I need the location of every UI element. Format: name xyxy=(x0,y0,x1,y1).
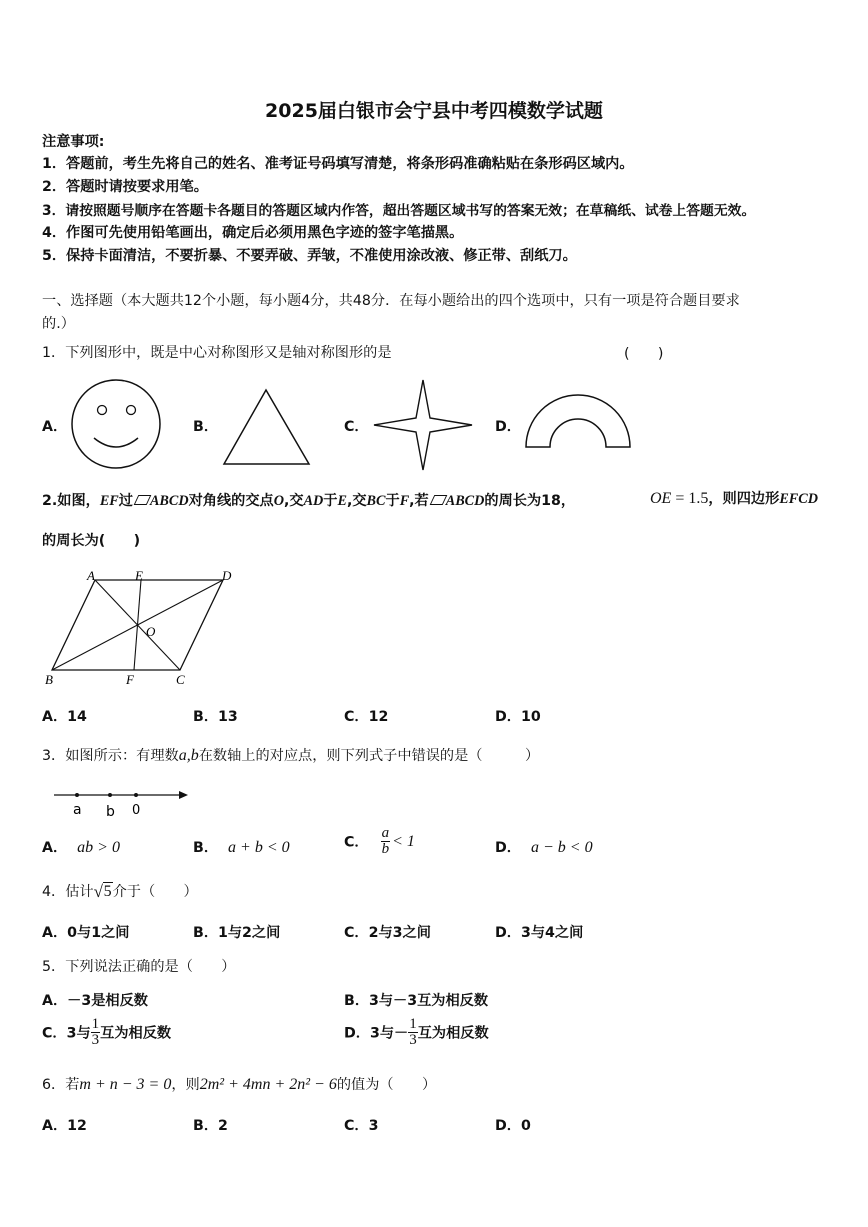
note-item: 3．请按照题号顺序在答题卡各题目的答题区域内作答，超出答题区域书写的答案无效；在草稿纸、试卷上答题无效。 xyxy=(42,203,756,219)
parallelogram-symbol xyxy=(134,495,152,505)
q2-option-b: B．13 xyxy=(193,709,238,725)
section-heading: 一、选择题（本大题共12个小题，每小题4分，共48分．在每小题给出的四个选项中，只有一项是符合题目要求 xyxy=(42,293,740,309)
parallelogram-figure xyxy=(40,568,250,688)
q6-option-c: C．3 xyxy=(344,1118,379,1134)
q2-oe-expr: OE = 1.5，则四边形EFCD xyxy=(650,490,818,507)
axis-label-a: a xyxy=(73,802,82,818)
note-item: 4．作图可先使用铅笔画出，确定后必须用黑色字迹的签字笔描黑。 xyxy=(42,225,464,241)
q4-option-b: B．1与2之间 xyxy=(193,925,281,941)
q4-stem: 4．估计 √ 5介于（ ） xyxy=(42,882,198,901)
q2-stem: 2.如图，EF过 ABCD对角线的交点O,交AD于E,交BC于F,若 ABCD的周长为18， xyxy=(42,493,576,509)
smiley-face-figure xyxy=(70,378,162,470)
notes-heading: 注意事项: xyxy=(42,134,105,150)
axis-label-b: b xyxy=(106,804,115,820)
q3-option-d: D． a − b < 0 xyxy=(495,839,593,856)
q1-blank: ( ) xyxy=(624,346,664,362)
q1-label-a: A． xyxy=(42,419,68,435)
q4-option-a: A．0与1之间 xyxy=(42,925,130,941)
semi-annulus-figure xyxy=(524,385,632,450)
q2-option-d: D．10 xyxy=(495,709,541,725)
q2-option-c: C．12 xyxy=(344,709,389,725)
q6-option-d: D．0 xyxy=(495,1118,531,1134)
axis-label-zero: 0 xyxy=(132,803,141,818)
q4-option-d: D．3与4之间 xyxy=(495,925,584,941)
label-b: B xyxy=(45,672,53,687)
q1-stem: 1．下列图形中，既是中心对称图形又是轴对称图形的是 xyxy=(42,345,392,361)
q5-option-c: C．3与 $\frac{1}{3}$ 互为相反数 xyxy=(42,1016,172,1048)
label-o: O xyxy=(146,624,156,639)
number-line-figure xyxy=(52,786,192,820)
q5-stem: 5．下列说法正确的是（ ） xyxy=(42,959,236,975)
q1-label-c: C． xyxy=(344,419,369,435)
q5-option-d: D．3与－ $\frac{1}{3}$ 互为相反数 xyxy=(344,1016,489,1048)
label-f: F xyxy=(126,672,134,687)
section-heading-cont: 的.） xyxy=(42,316,75,332)
page-title: 2025届白银市会宁县中考四模数学试题 xyxy=(265,100,603,122)
note-item: 5．保持卡面清洁，不要折暴、不要弄破、弄皱，不准使用涂改液、修正带、刮纸刀。 xyxy=(42,248,577,264)
label-d: D xyxy=(222,568,232,583)
q2-stem-line2: 的周长为( ) xyxy=(42,533,141,549)
q2-option-a: A．14 xyxy=(42,709,87,725)
parallelogram-symbol xyxy=(429,495,447,505)
q4-option-c: C．2与3之间 xyxy=(344,925,431,941)
triangle-figure xyxy=(222,388,312,468)
q3-option-a: A． ab > 0 xyxy=(42,839,120,856)
q3-stem: 3．如图所示：有理数a,b在数轴上的对应点，则下列式子中错误的是（ ） xyxy=(42,747,540,764)
note-item: 1．答题前，考生先将自己的姓名、准考证号码填写清楚，将条形码准确粘贴在条形码区域内。 xyxy=(42,156,634,172)
label-c: C xyxy=(176,672,185,687)
q6-option-b: B．2 xyxy=(193,1118,228,1134)
q1-label-d: D． xyxy=(495,419,521,435)
note-item: 2．答题时请按要求用笔。 xyxy=(42,179,208,195)
q1-label-b: B． xyxy=(193,419,219,435)
label-a: A xyxy=(87,568,95,583)
q6-stem: 6．若m + n − 3 = 0，则2m² + 4mn + 2n² − 6的值为（ ） xyxy=(42,1076,437,1093)
q3-option-c: C． $\frac{a}{b}$ < 1 xyxy=(344,825,415,857)
q5-option-b: B．3与－3互为相反数 xyxy=(344,993,489,1009)
q5-option-a: A．－3是相反数 xyxy=(42,993,148,1009)
four-point-star-figure xyxy=(372,378,474,472)
label-e: E xyxy=(135,568,143,583)
sqrt-expression: √ 5 xyxy=(93,882,112,901)
q6-option-a: A．12 xyxy=(42,1118,87,1134)
q3-option-b: B． a + b < 0 xyxy=(193,839,290,856)
